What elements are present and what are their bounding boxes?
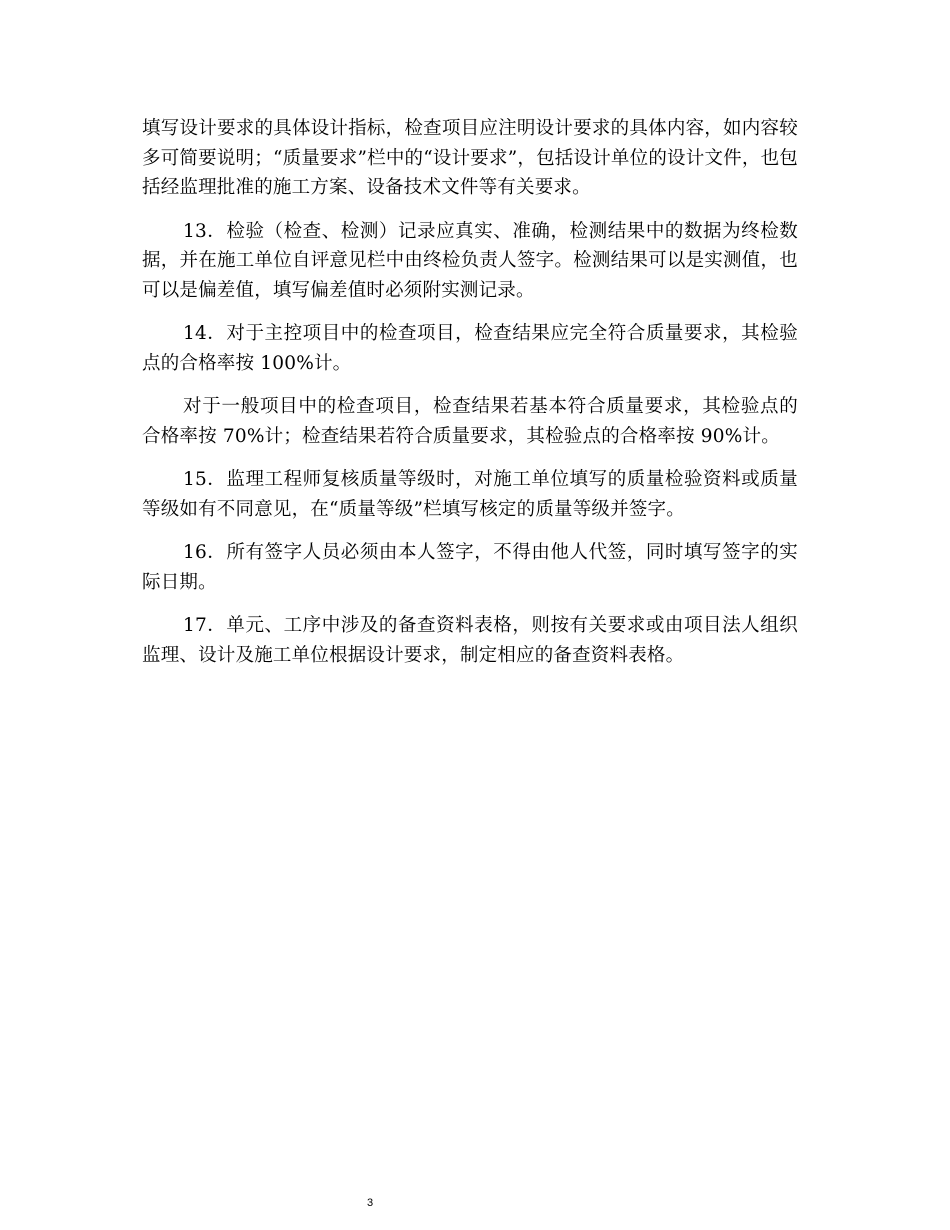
paragraph-item-16: 16．所有签字人员必须由本人签字，不得由他人代签，同时填写签字的实际日期。 (142, 542, 798, 593)
paragraph-item-15: 15．监理工程师复核质量等级时，对施工单位填写的质量检验资料或质量等级如有不同意见，在“质量等级”栏填写核定的质量等级并签字。 (142, 469, 798, 520)
paragraph-general-items: 对于一般项目中的检查项目，检查结果若基本符合质量要求，其检验点的合格率按 70%计；检查结果若符合质量要求，其检验点的合格率按 90%计。 (142, 396, 798, 447)
document-body (142, 114, 798, 684)
paragraph-item-17: 17．单元、工序中涉及的备查资料表格，则按有关要求或由项目法人组织监理、设计及施工单位根据设计要求，制定相应的备查资料表格。 (142, 615, 798, 666)
paragraph-continuation: 填写设计要求的具体设计指标，检查项目应注明设计要求的具体内容，如内容较多可简要说明；“质量要求”栏中的“设计要求”，包括设计单位的设计文件，也包括经监理批准的施工方案、设备技术文件等有关要求。 (142, 118, 798, 198)
page-number: 3 (366, 1197, 374, 1209)
paragraph-item-13: 13．检验（检查、检测）记录应真实、准确，检测结果中的数据为终检数据，并在施工单位自评意见栏中由终检负责人签字。检测结果可以是实测值，也可以是偏差值，填写偏差值时必须附实测记录。 (142, 220, 798, 301)
paragraph-item-14: 14．对于主控项目中的检查项目，检查结果应完全符合质量要求，其检验点的合格率按 100%计。 (142, 323, 798, 374)
